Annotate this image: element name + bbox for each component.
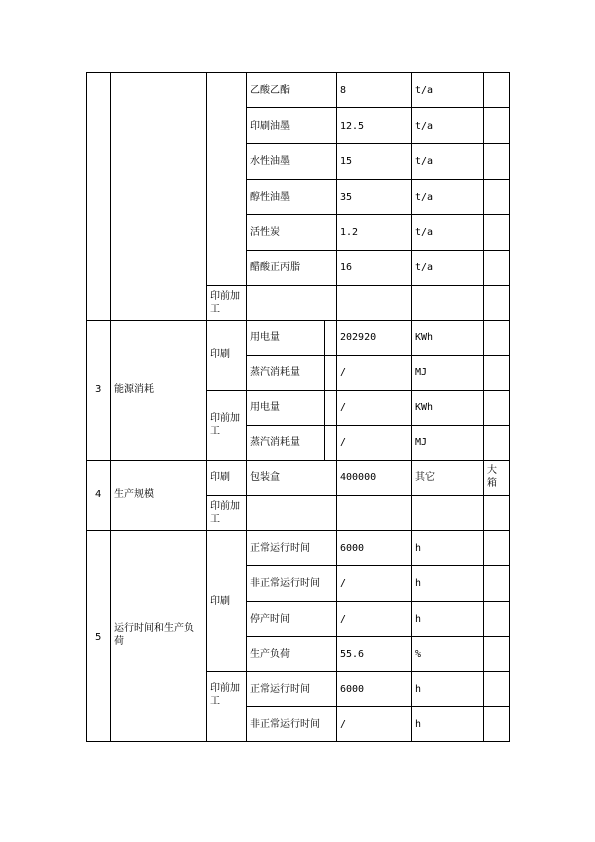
- section-number: 4: [95, 489, 102, 500]
- value-cell: /: [340, 437, 347, 448]
- section-line: [86, 460, 510, 461]
- col-line-inner: [324, 320, 325, 460]
- row-line: [246, 601, 510, 602]
- item-cell: 停产时间: [250, 614, 290, 625]
- unit-cell: %: [415, 649, 422, 660]
- value-cell: /: [340, 402, 347, 413]
- value-cell: /: [340, 578, 347, 589]
- section-name: 生产规模: [114, 489, 154, 500]
- process-cell: 印刷: [210, 349, 230, 360]
- col-line: [411, 72, 412, 742]
- data-table: [86, 72, 510, 742]
- item-cell: 醋酸正丙脂: [250, 262, 300, 273]
- item-cell: 非正常运行时间: [250, 719, 320, 730]
- table-border-right: [509, 72, 510, 742]
- unit-cell: t/a: [415, 262, 434, 273]
- value-cell: 202920: [340, 332, 377, 343]
- value-cell: 15: [340, 156, 353, 167]
- col-line: [483, 72, 484, 742]
- row-line: [246, 107, 510, 108]
- value-cell: 400000: [340, 472, 377, 483]
- row-line: [206, 671, 510, 672]
- unit-cell: MJ: [415, 367, 428, 378]
- row-line: [246, 355, 510, 356]
- process-cell: 印前加 工: [210, 501, 240, 525]
- row-line: [206, 285, 510, 286]
- item-cell: 正常运行时间: [250, 543, 310, 554]
- section-name: 运行时间和生产负 荷: [114, 623, 194, 647]
- row-line: [246, 706, 510, 707]
- unit-cell: 其它: [415, 472, 435, 483]
- item-cell: 正常运行时间: [250, 684, 310, 695]
- item-cell: 生产负荷: [250, 649, 290, 660]
- item-cell: 用电量: [250, 402, 280, 413]
- section-number: 5: [95, 632, 102, 643]
- process-cell: 印前加 工: [210, 413, 240, 437]
- unit-cell: t/a: [415, 121, 434, 132]
- section-line: [86, 320, 510, 321]
- unit-cell: MJ: [415, 437, 428, 448]
- unit-cell: h: [415, 684, 422, 695]
- section-number: 3: [95, 384, 102, 395]
- section-line: [86, 530, 510, 531]
- unit-cell: h: [415, 578, 422, 589]
- table-border-top: [86, 72, 510, 73]
- process-cell: 印前加 工: [210, 683, 240, 707]
- value-cell: 55.6: [340, 649, 365, 660]
- value-cell: 12.5: [340, 121, 365, 132]
- unit-cell: h: [415, 543, 422, 554]
- row-line: [246, 250, 510, 251]
- value-cell: /: [340, 719, 347, 730]
- row-line: [246, 143, 510, 144]
- unit-cell: t/a: [415, 156, 434, 167]
- item-cell: 印刷油墨: [250, 121, 290, 132]
- item-cell: 非正常运行时间: [250, 578, 320, 589]
- process-cell: 印刷: [210, 596, 230, 607]
- item-cell: 蒸汽消耗量: [250, 437, 300, 448]
- col-line: [206, 72, 207, 742]
- item-cell: 用电量: [250, 332, 280, 343]
- row-line: [206, 495, 510, 496]
- section-name: 能源消耗: [114, 384, 154, 395]
- unit-cell: h: [415, 614, 422, 625]
- unit-cell: t/a: [415, 227, 434, 238]
- item-cell: 醇性油墨: [250, 192, 290, 203]
- value-cell: 35: [340, 192, 353, 203]
- unit-cell: KWh: [415, 332, 434, 343]
- item-cell: 水性油墨: [250, 156, 290, 167]
- row-line: [246, 425, 510, 426]
- col-line: [110, 72, 111, 742]
- value-cell: 6000: [340, 543, 365, 554]
- row-line: [246, 636, 510, 637]
- item-cell: 乙酸乙酯: [250, 85, 290, 96]
- table-border-left: [86, 72, 87, 742]
- value-cell: 1.2: [340, 227, 359, 238]
- value-cell: 16: [340, 262, 353, 273]
- note-cell: 大 箱: [487, 465, 497, 489]
- row-line: [246, 214, 510, 215]
- process-cell: 印前加 工: [210, 291, 240, 315]
- value-cell: 8: [340, 85, 347, 96]
- table-border-bottom: [86, 741, 510, 742]
- unit-cell: h: [415, 719, 422, 730]
- row-line: [246, 565, 510, 566]
- unit-cell: t/a: [415, 192, 434, 203]
- unit-cell: KWh: [415, 402, 434, 413]
- col-line: [246, 72, 247, 742]
- process-cell: 印刷: [210, 472, 230, 483]
- col-line: [336, 72, 337, 742]
- row-line: [246, 179, 510, 180]
- value-cell: /: [340, 367, 347, 378]
- value-cell: /: [340, 614, 347, 625]
- item-cell: 包装盒: [250, 472, 280, 483]
- item-cell: 活性炭: [250, 227, 280, 238]
- row-line: [206, 390, 510, 391]
- unit-cell: t/a: [415, 85, 434, 96]
- item-cell: 蒸汽消耗量: [250, 367, 300, 378]
- value-cell: 6000: [340, 684, 365, 695]
